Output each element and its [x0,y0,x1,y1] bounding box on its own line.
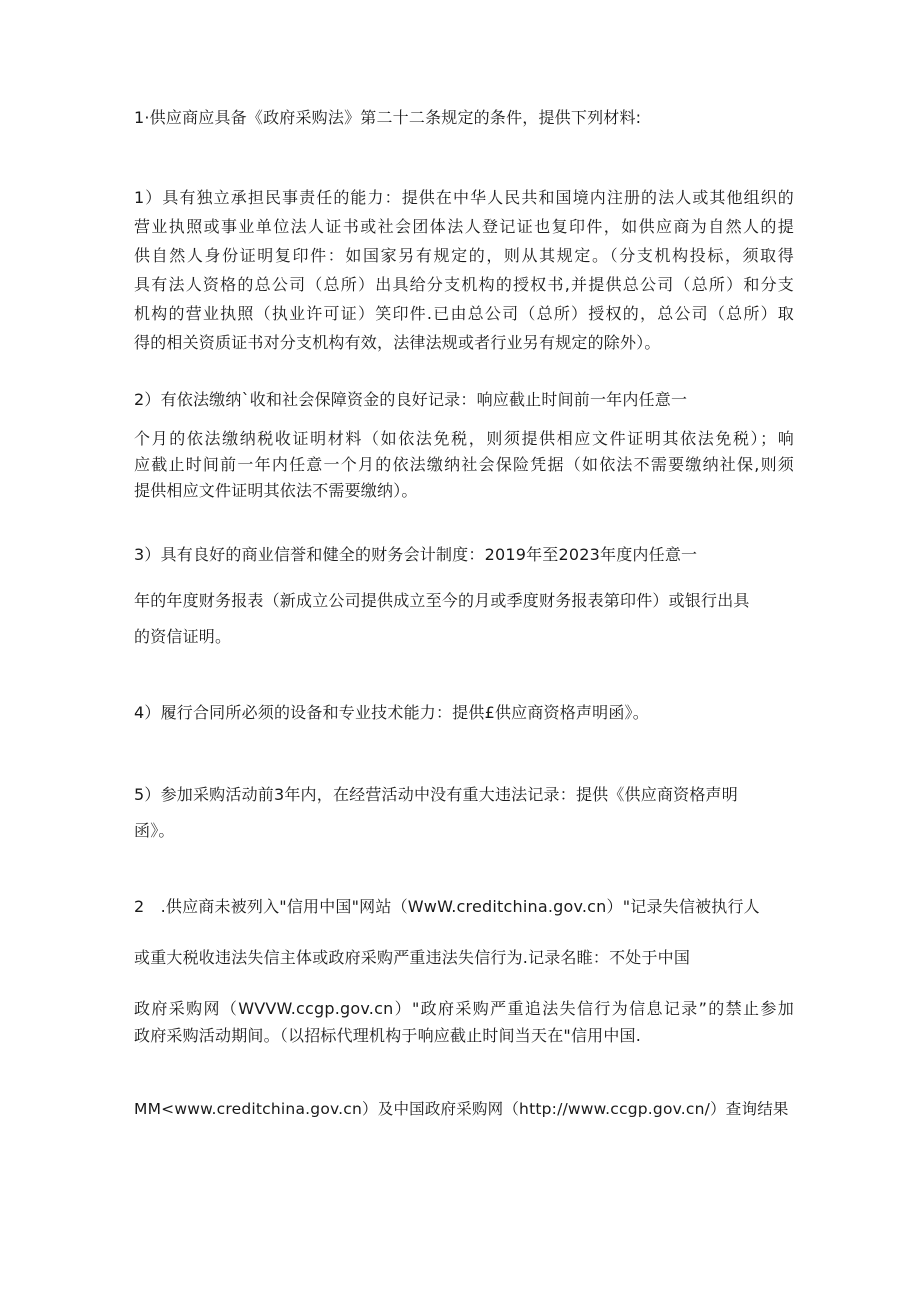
item-3-line-3: 的资信证明。 [134,627,232,646]
item-3-line-1: 3）具有良好的商业信誉和健全的财务会计制度：2019年至2023年度内任意一 [134,545,698,564]
section-2-line-1: 2 .供应商未被列入"信用中国"网站（WwW.creditchina.gov.cn）"记录失信被执行人 [134,897,760,916]
item-5-line-2: 函》。 [134,821,175,840]
item-5-line-1: 5）参加采购活动前3年内，在经营活动中没有重大违法记录：提供《供应商资格声明 [134,785,738,804]
item-4-line-1: 4）履行合同所必须的设备和专业技术能力：提供£供应商资格声明函》。 [134,703,649,722]
section-2-line-3: 政府采购网（WVVW.ccgp.gov.cn）"政府采购严重追法失信行为信息记录”的禁止参加 [134,999,794,1018]
item-1-line-1: 1）具有独立承担民事责任的能力：提供在中华人民共和国境内注册的法人或其他组织的 [134,188,794,207]
item-1-line-4: 具有法人资格的总公司（总所）出具给分支机构的授权书,并提供总公司（总所）和分支 [134,275,794,294]
section-2-line-5: MM<www.creditchina.gov.cn）及中国政府采购网（http://www.ccgp.gov.cn/）查询结果 [134,1100,789,1118]
item-3-line-2: 年的年度财务报表（新成立公司提供成立至今的月或季度财务报表第印件）或银行出具 [134,591,750,610]
section-1-heading: 1·供应商应具备《政府采购法》第二十二条规定的条件，提供下列材料: [134,108,642,127]
item-2-line-1: 2）有依法缴纳`收和社会保障资金的良好记录：响应截止时间前一年内任意一 [134,390,688,409]
item-2-line-2: 个月的依法缴纳税收证明材料（如依法免税，则须提供相应文件证明其依法免税）；响 [134,429,794,448]
section-2-line-4: 政府采购活动期间。（以招标代理机构于响应截止时间当天在"信用中国. [134,1026,642,1045]
item-1-line-5: 机构的营业执照（执业许可证）笑印件.已由总公司（总所）授权的，总公司（总所）取 [134,304,794,323]
item-1-line-6: 得的相关资质证书对分支机构有效，法律法规或者行业另有规定的除外）。 [134,333,661,352]
section-2-line-2: 或重大税收违法失信主体或政府采购严重违法失信行为.记录名睢：不处于中国 [134,948,691,967]
item-1-line-2: 营业执照或事业单位法人证书或社会团体法人登记证也复印件，如供应商为自然人的提 [134,217,794,236]
item-1-line-3: 供自然人身份证明复印件：如国家另有规定的，则从其规定。（分支机构投标，须取得 [134,246,794,265]
item-2-line-3: 应截止时间前一年内任意一个月的依法缴纳社会保险凭据（如依法不需要缴纳社保,则须 [134,455,794,474]
item-2-line-4: 提供相应文件证明其依法不需要缴纳）。 [134,481,418,500]
